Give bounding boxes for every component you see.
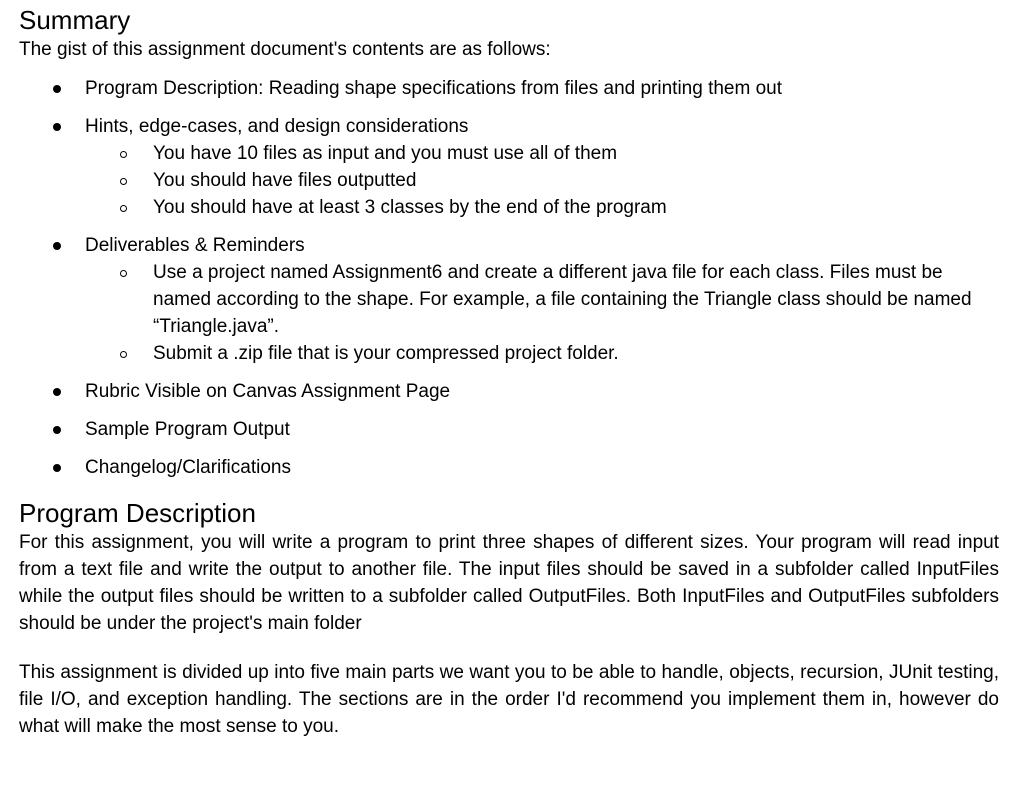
sublist-item [85,140,999,167]
hollow-bullet-icon [120,178,127,185]
program-description-paragraph-1: For this assignment, you will write a program to print three shapes of different sizes. Your program will read input from a text file and write the output to another file. The input files should be saved in a subfolder called InputFiles while the output files should be written to a subfolder called OutputFiles. Both InputFiles and OutputFiles subfolders should be under the project's main folder [19,532,999,634]
list-item-changelog [19,454,999,481]
list-item-label: Deliverables & Reminders [85,235,305,256]
list-item-rubric [19,378,999,405]
sublist-item [85,167,999,194]
hollow-bullet-icon [120,270,127,277]
summary-heading: Summary [19,5,131,35]
sublist-item [85,340,999,367]
summary-intro: The gist of this assignment document's contents are as follows: [19,39,551,60]
hollow-bullet-icon [120,351,127,358]
sublist-item-label: You should have at least 3 classes by the end of the program [153,197,667,218]
sublist-item [85,194,999,221]
bullet-icon [53,388,61,396]
summary-list [19,75,999,481]
program-description-heading: Program Description [19,498,256,528]
bullet-icon [53,85,61,93]
bullet-icon [53,242,61,250]
list-item-label: Sample Program Output [85,419,290,440]
list-item-label: Rubric Visible on Canvas Assignment Page [85,381,451,402]
deliverables-sublist [85,259,999,367]
list-item-sample-output [19,416,999,443]
program-description-section [19,497,999,740]
list-item-label: Program Description: Reading shape specifications from files and printing them out [85,78,783,99]
sublist-item-label: You should have files outputted [153,170,417,191]
sublist-item-label: Submit a .zip file that is your compressed project folder. [153,343,619,364]
bullet-icon [53,123,61,131]
bullet-icon [53,464,61,472]
list-item-label: Hints, edge-cases, and design considerations [85,116,469,137]
hollow-bullet-icon [120,205,127,212]
hollow-bullet-icon [120,151,127,158]
list-item-program-description [19,75,999,102]
program-description-paragraph-2: This assignment is divided up into five main parts we want you to be able to handle, objects, recursion, JUnit testing, file I/O, and exception handling. The sections are in the order I'd recommend you implement them in, however do what will make the most sense to you. [19,662,999,737]
document-page [19,4,999,740]
list-item-deliverables [19,232,999,367]
sublist-item-label: You have 10 files as input and you must use all of them [153,143,618,164]
hints-sublist [85,140,999,221]
sublist-item-label: Use a project named Assignment6 and create a different java file for each class. Files must be named according to the shape. For example, a file containing the Triangle class should be named “Triangle.java”. [153,262,972,337]
bullet-icon [53,426,61,434]
list-item-hints [19,113,999,221]
list-item-label: Changelog/Clarifications [85,457,291,478]
sublist-item [85,259,999,340]
